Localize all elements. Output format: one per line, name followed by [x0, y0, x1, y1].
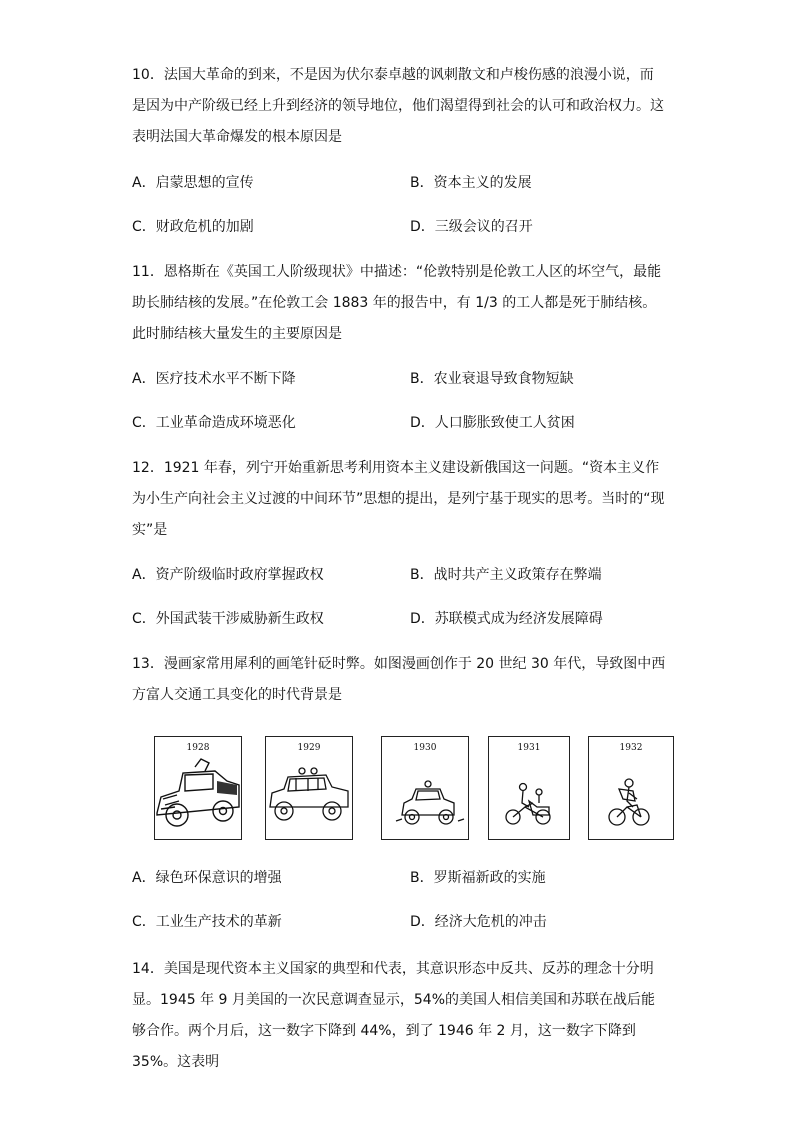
bicycle-illustration — [589, 737, 673, 839]
question-10-option-b: B．资本主义的发展 — [410, 175, 532, 191]
question-10-option-a: A．启蒙思想的宣传 — [132, 175, 254, 191]
question-13-option-d: D．经济大危机的冲击 — [410, 914, 547, 930]
question-13-option-a: A．绿色环保意识的增强 — [132, 870, 282, 886]
cartoon-year-label: 1929 — [297, 743, 321, 753]
question-13-option-c: C．工业生产技术的革新 — [132, 914, 282, 930]
question-12-stem: 12．1921 年春，列宁开始重新思考利用资本主义建设新俄国这一问题。“资本主义作为小生产向社会主义过渡的中间环节”思想的提出，是列宁基于现实的思考。当时的“现实”是 — [132, 460, 665, 538]
question-14-stem: 14．美国是现代资本主义国家的典型和代表，其意识形态中反共、反苏的理念十分明显。1945 年 9 月美国的一次民意调查显示，54%的美国人相信美国和苏联在战后能够合作。两个月后，这一数字下降到 44%，到了 1946 年 2 月，这一数字下降到 35%。这表明 — [132, 961, 656, 1070]
cartoon-year-label: 1928 — [186, 743, 210, 753]
cartoon-panel-1929 — [265, 736, 353, 840]
question-10-option-d: D．三级会议的召开 — [410, 219, 533, 235]
cartoon-year-label: 1930 — [413, 743, 437, 753]
question-10-option-c: C．财政危机的加剧 — [132, 219, 254, 235]
question-11-option-b: B．农业衰退导致食物短缺 — [410, 371, 574, 387]
question-11-option-d: D．人口膨胀致使工人贫困 — [410, 415, 575, 431]
limousine-illustration — [155, 737, 241, 839]
cartoon-panel-1931 — [488, 736, 570, 840]
touring-car-illustration — [266, 737, 352, 839]
question-13-option-b: B．罗斯福新政的实施 — [410, 870, 546, 886]
question-12-option-d: D．苏联模式成为经济发展障碍 — [410, 611, 603, 627]
question-11-option-a: A．医疗技术水平不断下降 — [132, 371, 296, 387]
question-12-option-a: A．资产阶级临时政府掌握政权 — [132, 567, 324, 583]
cartoon-year-label: 1931 — [517, 743, 541, 753]
question-11-option-c: C．工业革命造成环境恶化 — [132, 415, 296, 431]
cartoon-panel-1932 — [588, 736, 674, 840]
small-car-illustration — [382, 737, 468, 839]
question-12-option-c: C．外国武装干涉威胁新生政权 — [132, 611, 324, 627]
question-11-stem: 11．恩格斯在《英国工人阶级现状》中描述：“伦敦特别是伦敦工人区的坏空气，最能助长肺结核的发展。”在伦敦工会 1883 年的报告中，有 1/3 的工人都是死于肺结核。此时肺结核大量发生的主要原因是 — [132, 264, 662, 342]
motorcycle-sidecar-illustration — [489, 737, 569, 839]
cartoon-year-label: 1932 — [619, 743, 643, 753]
cartoon-panel-1928 — [154, 736, 242, 840]
question-13-stem: 13．漫画家常用犀利的画笔针砭时弊。如图漫画创作于 20 世纪 30 年代，导致图中西方富人交通工具变化的时代背景是 — [132, 656, 666, 703]
question-10-stem: 10．法国大革命的到来，不是因为伏尔泰卓越的讽刺散文和卢梭伤感的浪漫小说，而是因为中产阶级已经上升到经济的领导地位，他们渴望得到社会的认可和政治权力。这表明法国大革命爆发的根本原因是 — [132, 67, 664, 145]
question-12-option-b: B．战时共产主义政策存在弊端 — [410, 567, 602, 583]
cartoon-panel-1930 — [381, 736, 469, 840]
